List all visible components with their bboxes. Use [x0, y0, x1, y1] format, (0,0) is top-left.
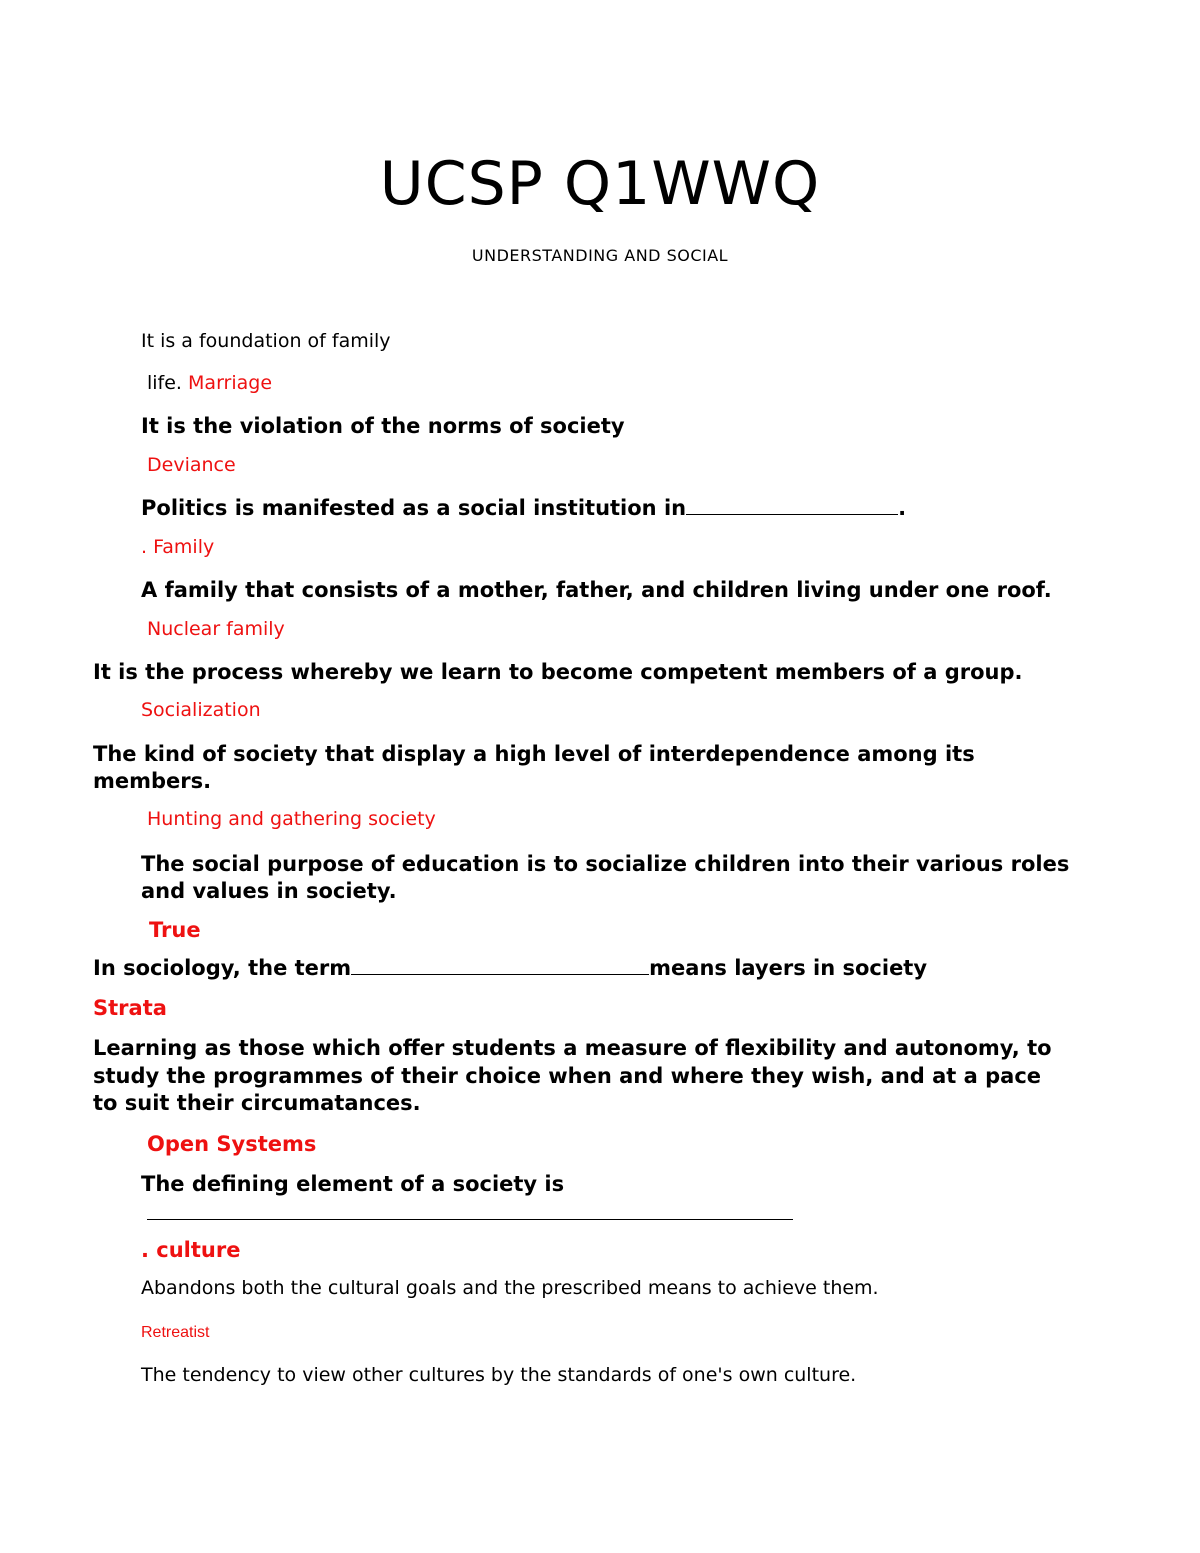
answer-9: Open Systems [147, 1132, 317, 1156]
question-1-text: life. [147, 372, 182, 394]
answer-6: Hunting and gathering society [147, 808, 436, 830]
question-8-end: means layers in society [649, 956, 928, 980]
answer-5: Socialization [141, 699, 261, 721]
answer-4: Nuclear family [147, 618, 285, 640]
answer-7: True [149, 918, 201, 942]
question-6: The kind of society that display a high level of interdependence among its members. [93, 742, 975, 793]
answer-8: Strata [93, 996, 167, 1020]
question-3-blank [686, 514, 898, 515]
question-2: It is the violation of the norms of society [141, 414, 625, 438]
question-3-end: . [898, 496, 907, 520]
question-1-line-2 [147, 373, 272, 395]
question-3 [141, 496, 906, 520]
question-10: The defining element of a society is [141, 1172, 565, 1196]
document-subtitle: UNDERSTANDING AND SOCIAL [471, 246, 729, 265]
question-1-line-1: It is a foundation of family [141, 330, 391, 352]
question-12: The tendency to view other cultures by the standards of one's own culture. [141, 1364, 857, 1386]
question-9: Learning as those which offer students a measure of flexibility and autonomy, to study the programmes of their choice when and where they wish, and at a pace to suit their circumatances. [93, 1036, 1052, 1115]
answer-11: Retreatist [141, 1324, 210, 1341]
question-3-text: Politics is manifested as a social institution in [141, 496, 687, 520]
question-4: A family that consists of a mother, father, and children living under one roof. [141, 578, 1052, 602]
answer-1: Marriage [188, 372, 273, 394]
answer-10: . culture [141, 1238, 241, 1262]
answer-2: Deviance [147, 454, 236, 476]
question-8 [93, 956, 927, 980]
answer-3: . Family [141, 536, 215, 558]
question-8-blank [351, 974, 649, 975]
question-7: The social purpose of education is to socialize children into their various roles and values in society. [141, 852, 1070, 903]
question-5: It is the process whereby we learn to become competent members of a group. [93, 660, 1023, 684]
question-10-blank [147, 1219, 793, 1220]
question-8-start: In sociology, the term [93, 956, 352, 980]
question-11: Abandons both the cultural goals and the prescribed means to achieve them. [141, 1277, 879, 1299]
document-title: UCSP Q1WWQ [379, 149, 821, 219]
